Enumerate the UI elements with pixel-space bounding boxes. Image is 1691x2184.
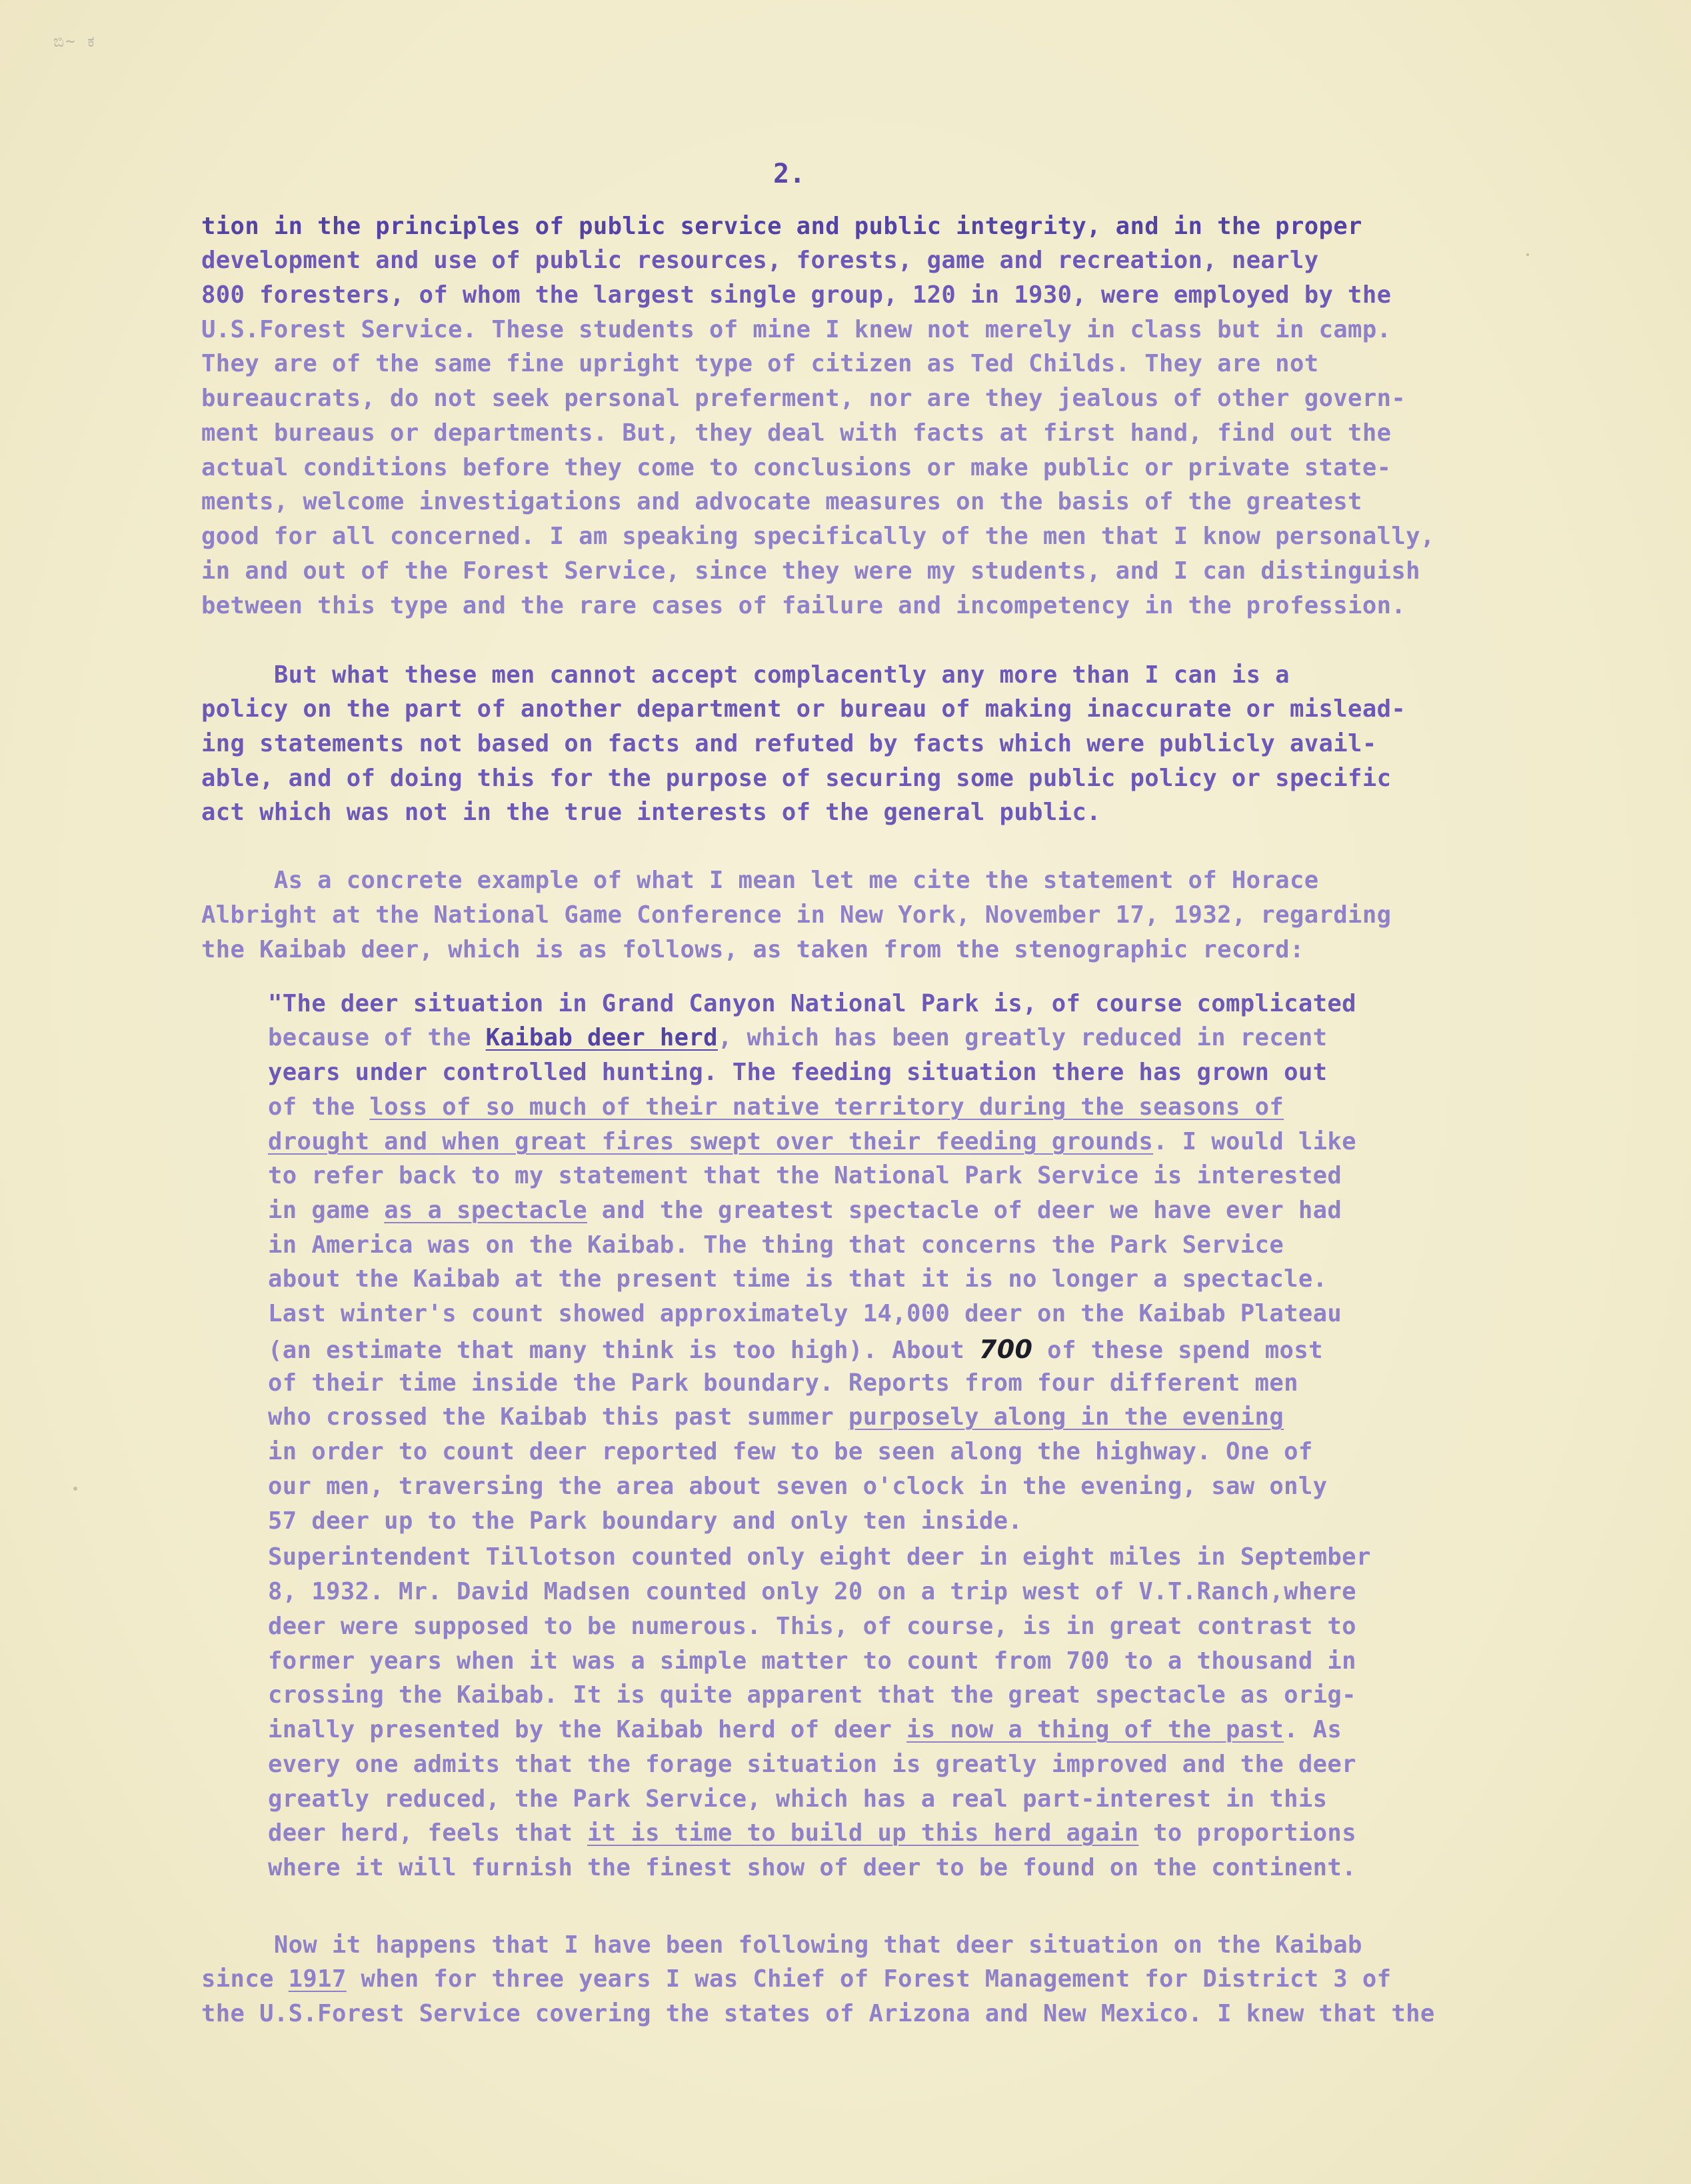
quote-line: because of the Kaibab deer herd, which has been greatly reduced in recent	[268, 1024, 1328, 1051]
handwritten-number: 700	[978, 1335, 1033, 1364]
text-line: able, and of doing this for the purpose of securing some public policy or specific	[201, 765, 1392, 792]
quote-line: greatly reduced, the Park Service, which has a real part-interest in this	[268, 1785, 1328, 1813]
quote-line: who crossed the Kaibab this past summer purposely along in the evening	[268, 1403, 1284, 1431]
quote-line: Last winter's count showed approximately 14,000 deer on the Kaibab Plateau	[268, 1300, 1342, 1327]
quote-line: in game as a spectacle and the greatest spectacle of deer we have ever had	[268, 1197, 1342, 1224]
underlined-phrase: purposely along in the evening	[848, 1403, 1284, 1431]
text-line: actual conditions before they come to conclusions or make public or private state-	[201, 454, 1392, 481]
underlined-phrase: as a spectacle	[384, 1197, 588, 1224]
quote-line: deer herd, feels that it is time to build up this herd again to proportions	[268, 1819, 1356, 1847]
text-line: As a concrete example of what I mean let me cite the statement of Horace	[201, 867, 1319, 894]
underlined-phrase: is now a thing of the past	[906, 1716, 1284, 1743]
text-line: They are of the same fine upright type of citizen as Ted Childs. They are not	[201, 350, 1319, 377]
text-line: But what these men cannot accept complacently any more than I can is a	[201, 661, 1290, 689]
underlined-phrase: drought and when great fires swept over their feeding grounds	[268, 1128, 1154, 1155]
text-line: between this type and the rare cases of failure and incompetency in the profession.	[201, 592, 1406, 619]
text-line: the U.S.Forest Service covering the states of Arizona and New Mexico. I knew that the	[201, 2000, 1435, 2027]
text-line: ment bureaus or departments. But, they deal with facts at first hand, find out the	[201, 419, 1392, 447]
quote-line: "The deer situation in Grand Canyon National Park is, of course complicated	[268, 990, 1356, 1017]
text-line: U.S.Forest Service. These students of mine I knew not merely in class but in camp.	[201, 316, 1392, 343]
text-line: ing statements not based on facts and refuted by facts which were publicly avail-	[201, 730, 1377, 757]
quote-line: 8, 1932. Mr. David Madsen counted only 20 on a trip west of V.T.Ranch,where	[268, 1578, 1356, 1605]
corner-pencil-mark: ಬಿ~ ಕ	[53, 32, 96, 51]
text-line: the Kaibab deer, which is as follows, as taken from the stenographic record:	[201, 936, 1304, 963]
quote-line: in order to count deer reported few to be seen along the highway. One of	[268, 1438, 1313, 1465]
quote-line: our men, traversing the area about seven o'clock in the evening, saw only	[268, 1473, 1328, 1500]
quote-line: about the Kaibab at the present time is that it is no longer a spectacle.	[268, 1265, 1328, 1293]
quote-line: (an estimate that many think is too high). About 700 of these spend most	[268, 1335, 1323, 1364]
page-number: 2.	[773, 159, 806, 189]
quote-line: Superintendent Tillotson counted only eight deer in eight miles in September	[268, 1543, 1371, 1571]
text-line: development and use of public resources, forests, game and recreation, nearly	[201, 247, 1319, 274]
quote-line: drought and when great fires swept over their feeding grounds. I would like	[268, 1128, 1356, 1155]
quote-line: where it will furnish the finest show of deer to be found on the continent.	[268, 1854, 1356, 1881]
text-line: in and out of the Forest Service, since they were my students, and I can distinguish	[201, 557, 1420, 585]
quote-line: deer were supposed to be numerous. This, of course, is in great contrast to	[268, 1613, 1356, 1640]
text-line: policy on the part of another department or bureau of making inaccurate or mislead-	[201, 695, 1406, 723]
quote-line: of their time inside the Park boundary. Reports from four different men	[268, 1369, 1298, 1397]
quote-line: in America was on the Kaibab. The thing that concerns the Park Service	[268, 1231, 1284, 1259]
quote-line: of the loss of so much of their native territory during the seasons of	[268, 1093, 1284, 1121]
text-line: tion in the principles of public service and public integrity, and in the proper	[201, 213, 1362, 240]
quote-line: former years when it was a simple matter to count from 700 to a thousand in	[268, 1647, 1356, 1675]
underlined-phrase: loss of so much of their native territory during the seasons of	[369, 1093, 1284, 1121]
quote-line: 57 deer up to the Park boundary and only ten inside.	[268, 1507, 1023, 1535]
quote-line: years under controlled hunting. The feeding situation there has grown out	[268, 1059, 1328, 1086]
text-line: act which was not in the true interests of the general public.	[201, 799, 1101, 826]
text-line: Now it happens that I have been following that deer situation on the Kaibab	[201, 1931, 1362, 1959]
underlined-phrase: 1917	[288, 1965, 347, 1993]
text-line: 800 foresters, of whom the largest single group, 120 in 1930, were employed by the	[201, 281, 1392, 309]
quote-line: crossing the Kaibab. It is quite apparent that the great spectacle as orig-	[268, 1681, 1356, 1709]
text-line: good for all concerned. I am speaking specifically of the men that I know personally,	[201, 523, 1435, 550]
quote-line: to refer back to my statement that the National Park Service is interested	[268, 1162, 1342, 1189]
underlined-phrase: Kaibab deer herd	[485, 1024, 718, 1051]
text-line: since 1917 when for three years I was Chief of Forest Management for District 3 of	[201, 1965, 1392, 1993]
text-line: ments, welcome investigations and advocate measures on the basis of the greatest	[201, 488, 1362, 515]
underlined-phrase: it is time to build up this herd again	[587, 1819, 1139, 1847]
text-line: bureaucrats, do not seek personal preferment, nor are they jealous of other govern-	[201, 385, 1406, 412]
paper-speck	[1526, 253, 1529, 256]
quote-line: every one admits that the forage situation is greatly improved and the deer	[268, 1751, 1356, 1778]
text-line: Albright at the National Game Conference in New York, November 17, 1932, regarding	[201, 901, 1392, 929]
quote-line: inally presented by the Kaibab herd of deer is now a thing of the past. As	[268, 1716, 1342, 1743]
paper-speck	[73, 1487, 77, 1491]
